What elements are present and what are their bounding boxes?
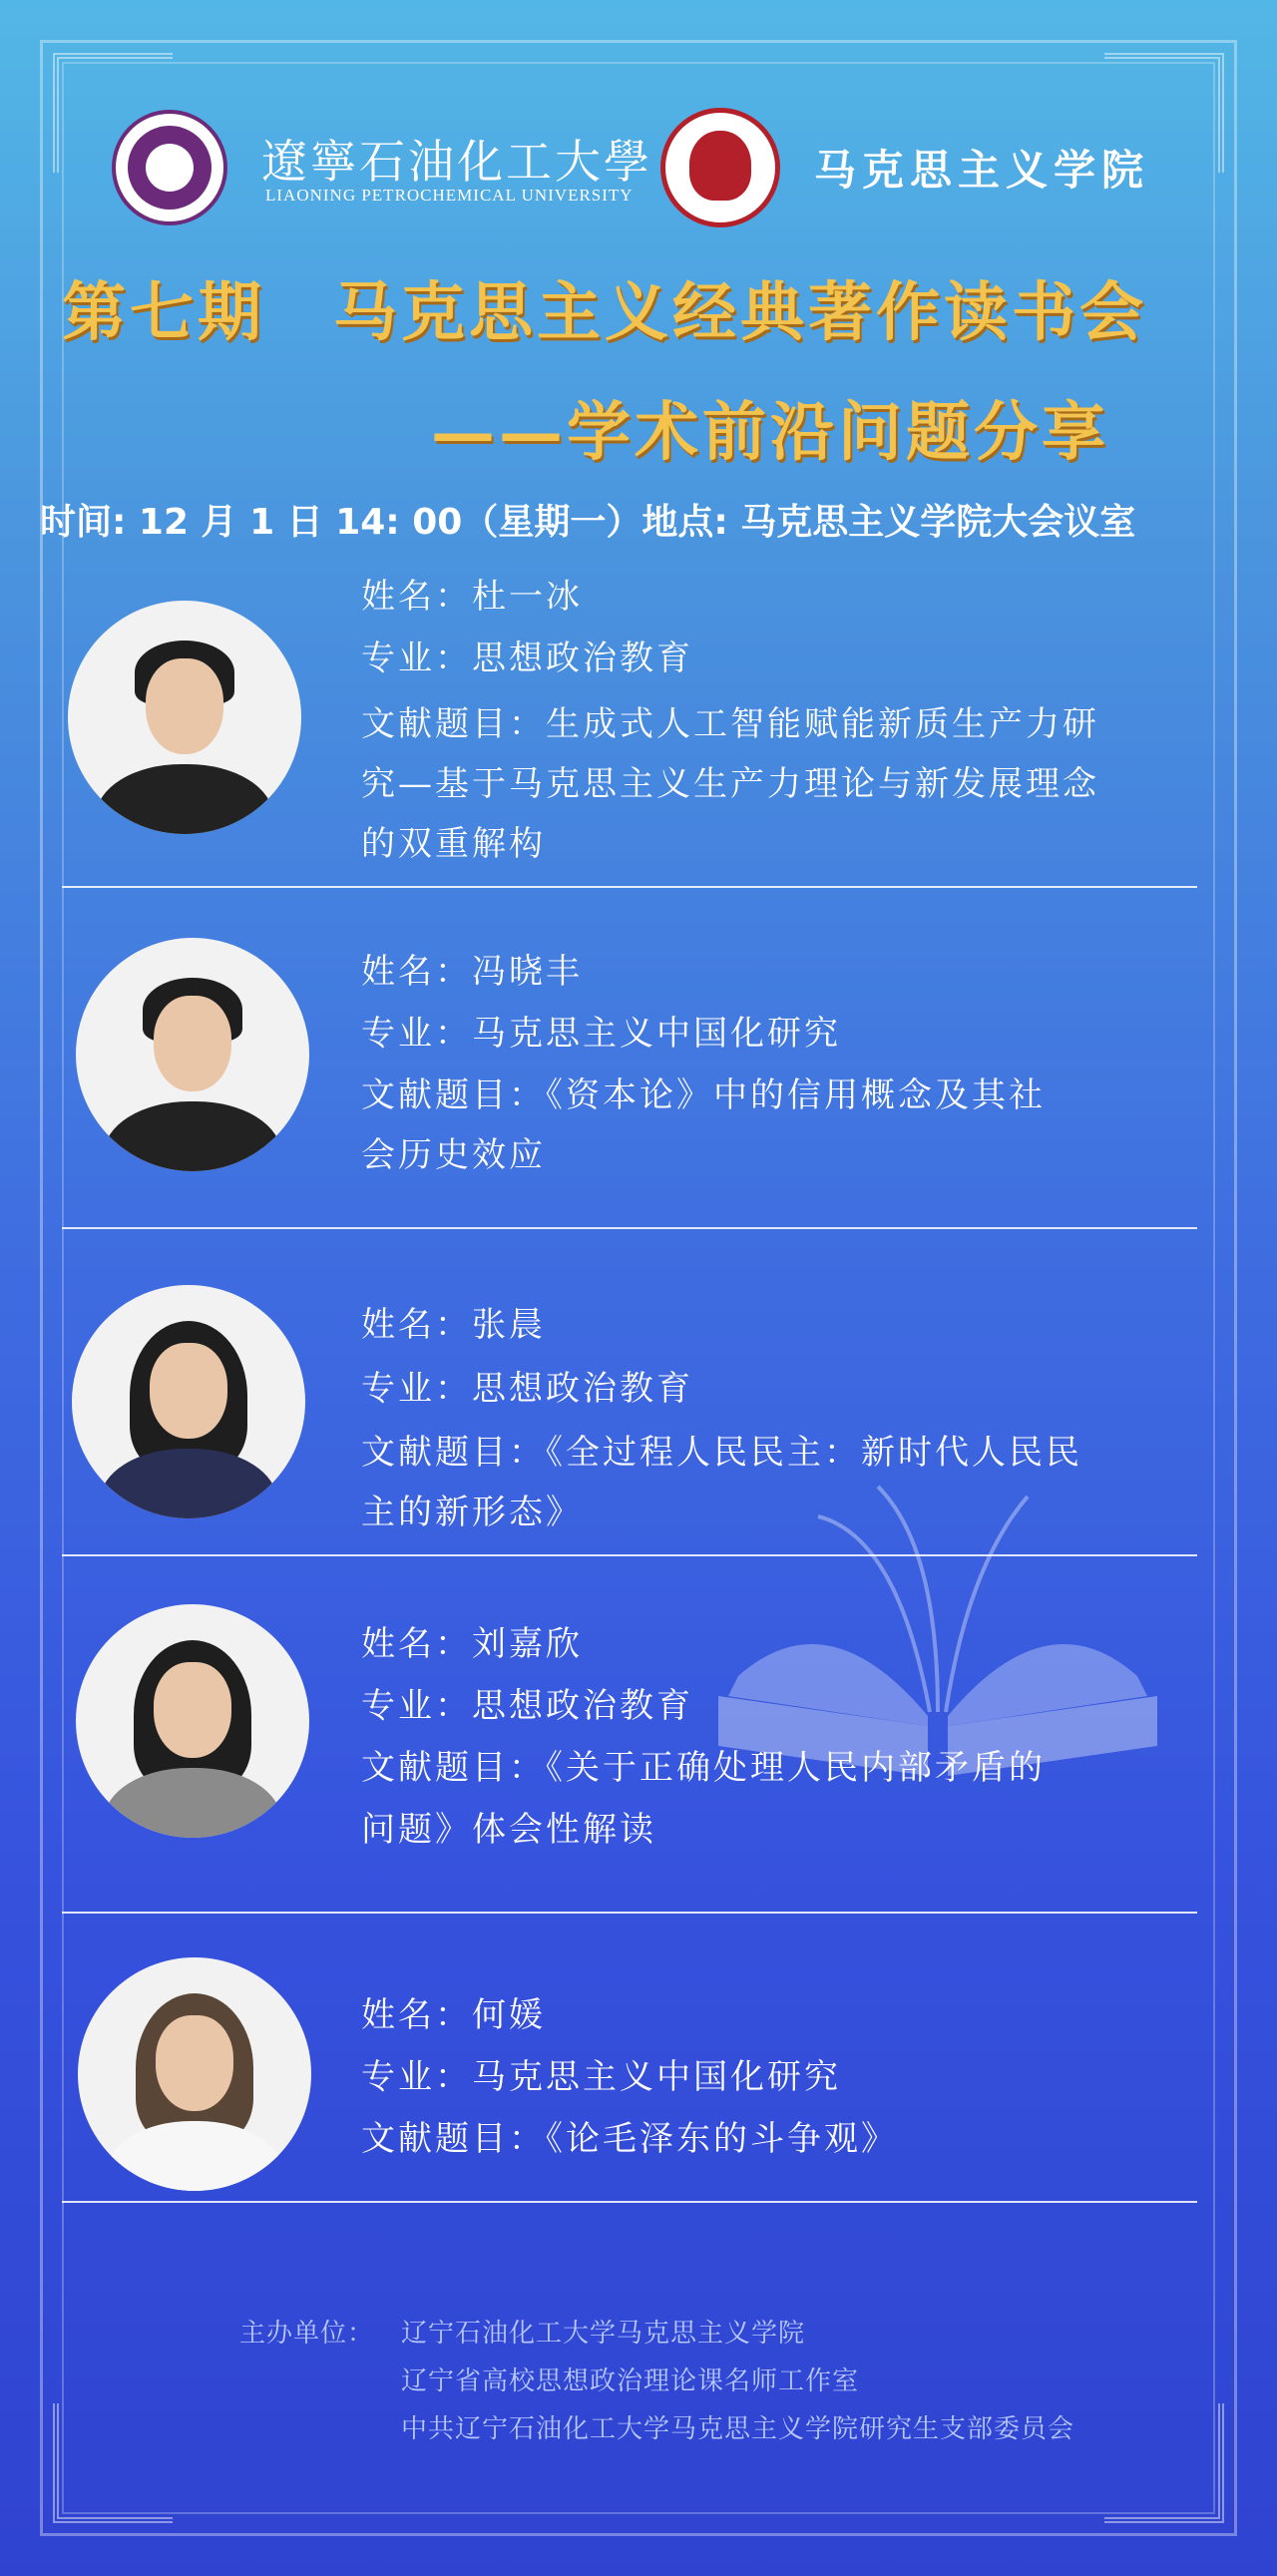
presenter-major: 专业：思想政治教育: [361, 1686, 693, 1726]
sponsor-line: 辽宁省高校思想政治理论课名师工作室: [401, 2366, 860, 2396]
presenter-topic: 文献题目：《资本论》中的信用概念及其社: [361, 1075, 1046, 1115]
section-divider: [62, 2201, 1197, 2203]
presenter-photo: [72, 1285, 305, 1518]
presenter-major: 专业：思想政治教育: [361, 1369, 693, 1409]
presenter-name: 姓名：何媛: [361, 1995, 546, 2035]
presenter-name: 姓名：冯晓丰: [361, 952, 583, 992]
event-time-location: 时间: 12 月 1 日 14: 00（星期一）地点: 马克思主义学院大会议室: [40, 502, 1136, 543]
poster-subtitle: ——学术前沿问题分享: [431, 395, 1109, 470]
presenter-topic: 文献题目：《关于正确处理人民内部矛盾的: [361, 1748, 1046, 1788]
school-name: 马克思主义学院: [814, 146, 1150, 195]
presenter-name: 姓名：杜一冰: [361, 577, 583, 617]
corner-ornament: [53, 2403, 173, 2523]
section-divider: [62, 886, 1197, 888]
presenter-major: 专业：马克思主义中国化研究: [361, 2057, 841, 2097]
sponsor-line: 辽宁石油化工大学马克思主义学院: [401, 2319, 806, 2349]
sponsor-line: 中共辽宁石油化工大学马克思主义学院研究生支部委员会: [401, 2414, 1075, 2444]
presenter-photo: [78, 1957, 311, 2191]
presenter-topic: 主的新形态》: [361, 1493, 583, 1532]
presenter-name: 姓名：刘嘉欣: [361, 1624, 583, 1664]
header: [0, 100, 1277, 239]
poster-title: 第七期 马克思主义经典著作读书会: [62, 275, 1147, 350]
school-logo: [660, 108, 780, 227]
presenter-topic: 究—基于马克思主义生产力理论与新发展理念: [361, 764, 1099, 804]
university-name-english: LIAONING PETROCHEMICAL UNIVERSITY: [265, 186, 634, 205]
sponsor-label: 主办单位：: [239, 2319, 375, 2349]
presenter-major: 专业：马克思主义中国化研究: [361, 1014, 841, 1054]
presenter-photo: [76, 938, 309, 1171]
presenter-major: 专业：思想政治教育: [361, 639, 693, 678]
presenter-name: 姓名：张晨: [361, 1305, 546, 1345]
section-divider: [62, 1554, 1197, 1556]
section-divider: [62, 1912, 1197, 1914]
presenter-topic: 文献题目：生成式人工智能赋能新质生产力研: [361, 704, 1099, 744]
university-name: 遼寧石油化工大學: [261, 135, 652, 189]
presenter-topic: 的双重解构: [361, 824, 546, 864]
presenter-photo: [68, 601, 301, 834]
presenter-topic: 会历史效应: [361, 1135, 546, 1175]
section-divider: [62, 1227, 1197, 1229]
corner-ornament: [1104, 2403, 1224, 2523]
presenter-topic: 文献题目：《论毛泽东的斗争观》: [361, 2119, 898, 2159]
presenter-topic: 问题》体会性解读: [361, 1810, 656, 1850]
presenter-photo: [76, 1604, 309, 1838]
university-logo: [112, 110, 227, 225]
presenter-topic: 文献题目：《全过程人民民主：新时代人民民: [361, 1433, 1082, 1473]
